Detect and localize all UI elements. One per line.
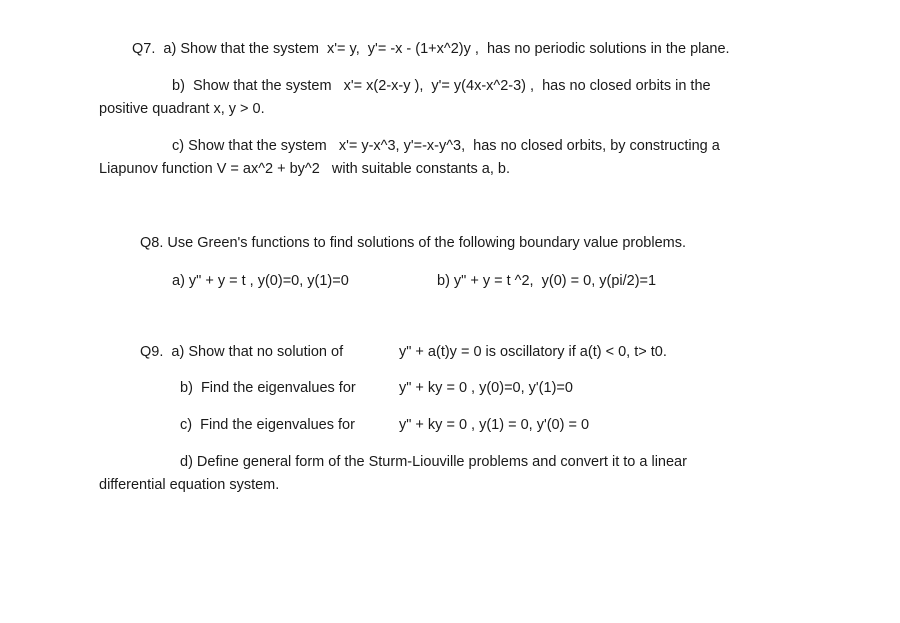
q8-part-b: b) y" + y = t ^2, y(0) = 0, y(pi/2)=1 (437, 273, 657, 289)
q9-part-d-line1: d) Define general form of the Sturm-Liouville problems and convert it to a linear (180, 454, 687, 470)
q8-part-a: a) y" + y = t , y(0)=0, y(1)=0 (172, 273, 349, 289)
q9-part-a-equation: y" + a(t)y = 0 is oscillatory if a(t) < 0, t> t0. (399, 344, 667, 360)
q7-part-b-line2: positive quadrant x, y > 0. (99, 101, 265, 117)
q8-title: Q8. Use Green's functions to find solutions of the following boundary value problems. (140, 235, 687, 251)
q7-part-a: Q7. a) Show that the system x'= y, y'= -x - (1+x^2)y , has no periodic solutions in the plane. (132, 41, 730, 57)
q9-part-a-label: Q9. a) Show that no solution of (140, 344, 344, 360)
q7-part-b-line1: b) Show that the system x'= x(2-x-y ), y'= y(4x-x^2-3) , has no closed orbits in the (172, 78, 711, 94)
q7-part-c-line2: Liapunov function V = ax^2 + by^2 with suitable constants a, b. (99, 161, 510, 177)
q9-part-b-equation: y" + ky = 0 , y(0)=0, y'(1)=0 (399, 380, 573, 396)
q9-part-c-equation: y" + ky = 0 , y(1) = 0, y'(0) = 0 (399, 417, 590, 433)
q9-part-d-line2: differential equation system. (99, 477, 280, 493)
q9-part-c-label: c) Find the eigenvalues for (180, 417, 355, 433)
q9-part-b-label: b) Find the eigenvalues for (180, 380, 356, 396)
q7-part-c-line1: c) Show that the system x'= y-x^3, y'=-x-y^3, has no closed orbits, by constructing a (172, 138, 720, 154)
